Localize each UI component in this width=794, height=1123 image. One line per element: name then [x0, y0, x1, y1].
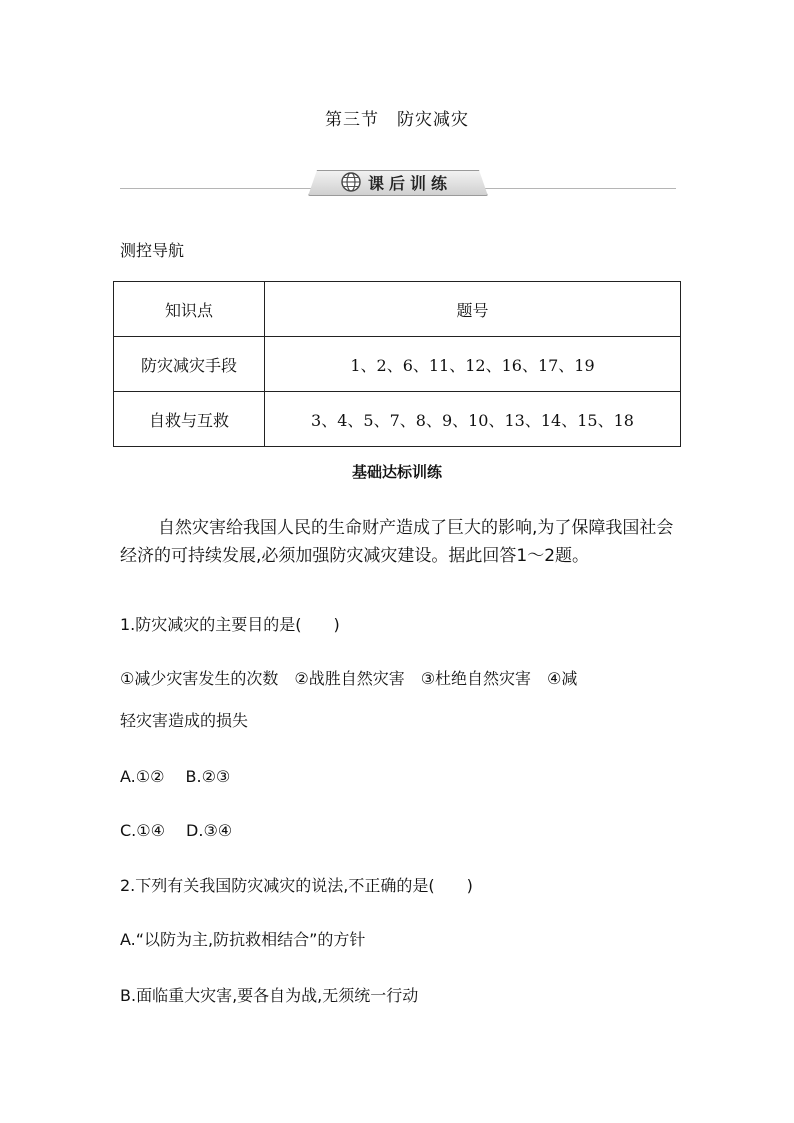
question-1-stem: 1.防灾减灾的主要目的是( )	[120, 615, 340, 634]
navigation-table	[113, 281, 681, 447]
table-cell-numbers: 3、4、5、7、8、9、10、13、14、15、18	[265, 392, 681, 447]
table-row	[114, 337, 681, 392]
question-1-options-line-2: 轻灾害造成的损失	[120, 711, 249, 730]
table-header-cell: 知识点	[114, 282, 265, 337]
globe-icon	[340, 171, 362, 193]
section-label: 测控导航	[120, 241, 185, 260]
table-cell-numbers: 1、2、6、11、12、16、17、19	[265, 337, 681, 392]
question-1-choices-cd: C.①④ D.③④	[120, 821, 233, 840]
question-2-choice-b: B.面临重大灾害,要各自为战,无须统一行动	[120, 986, 419, 1005]
question-2-stem: 2.下列有关我国防灾减灾的说法,不正确的是( )	[120, 876, 473, 895]
table-cell-topic: 自救与互救	[114, 392, 265, 447]
table-cell-topic: 防灾减灾手段	[114, 337, 265, 392]
intro-paragraph: 自然灾害给我国人民的生命财产造成了巨大的影响,为了保障我国社会经济的可持续发展,必须加强防灾减灾建设。据此回答1～2题。	[120, 518, 674, 566]
table-row	[114, 392, 681, 447]
banner-label: 课后训练	[368, 174, 453, 193]
page-title: 第三节 防灾减灾	[325, 110, 469, 130]
table-header-cell: 题号	[265, 282, 681, 337]
question-2-choice-a: A.“以防为主,防抗救相结合”的方针	[120, 930, 366, 949]
table-header-row	[114, 282, 681, 337]
section-heading: 基础达标训练	[351, 463, 442, 481]
question-1-options-line-1: ①减少灾害发生的次数 ②战胜自然灾害 ③杜绝自然灾害 ④减	[120, 669, 578, 688]
question-1-choices-ab: A.①② B.②③	[120, 767, 231, 786]
